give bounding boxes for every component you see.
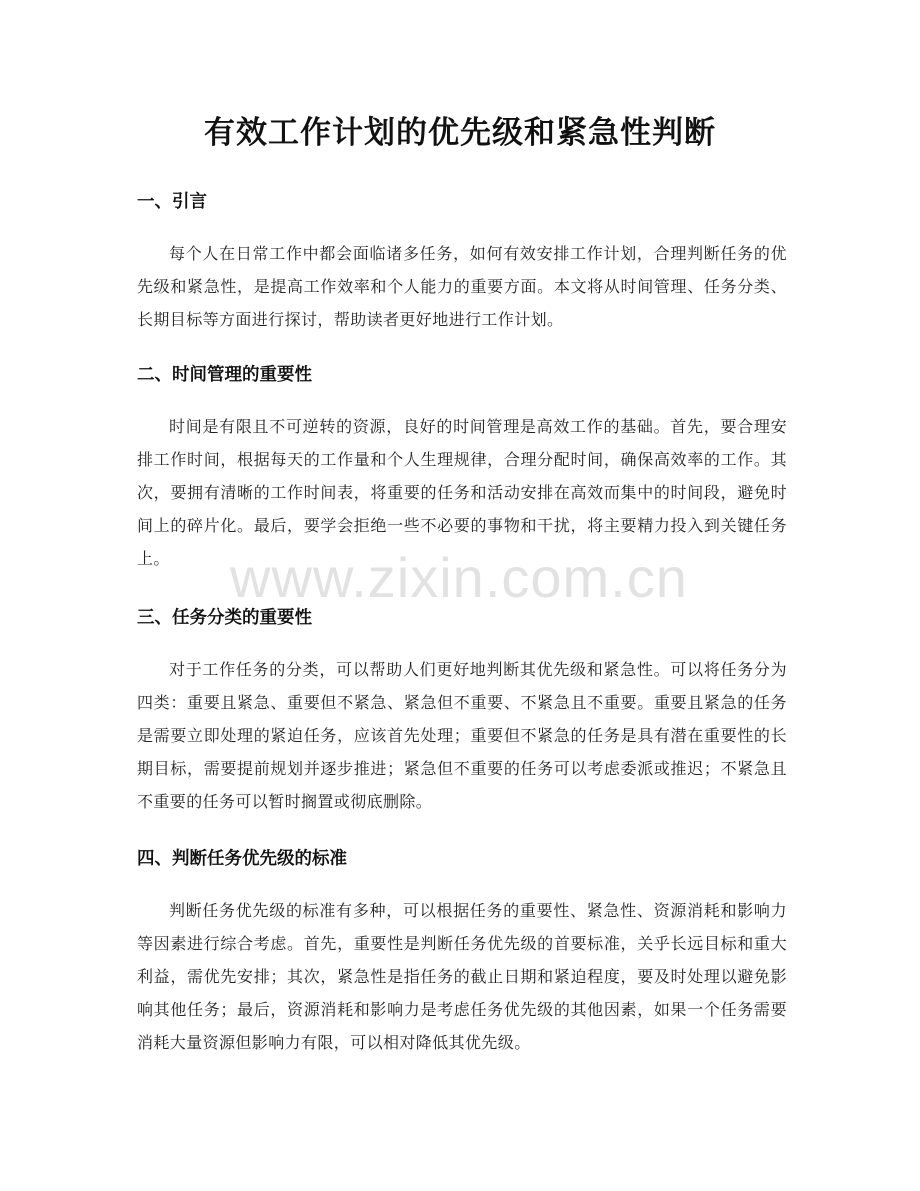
section-task-classification	[137, 606, 787, 818]
section-priority-criteria	[137, 847, 787, 1059]
section-paragraph: 对于工作任务的分类，可以帮助人们更好地判断其优先级和紧急性。可以将任务分为四类：重要且紧急、重要但不紧急、紧急但不重要、不紧急且不重要。重要且紧急的任务是需要立即处理的紧迫任务，应该首先处理；重要但不紧急的任务是具有潜在重要性的长期目标，需要提前规划并逐步推进；紧急但不重要的任务可以考虑委派或推迟；不紧急且不重要的任务可以暂时搁置或彻底删除。	[137, 660, 787, 811]
section-introduction	[137, 190, 787, 336]
section-paragraph: 判断任务优先级的标准有多种，可以根据任务的重要性、紧急性、资源消耗和影响力等因素进行综合考虑。首先，重要性是判断任务优先级的首要标准，关乎长远目标和重大利益，需优先安排；其次，紧急性是指任务的截止日期和紧迫程度，要及时处理以避免影响其他任务；最后，资源消耗和影响力是考虑任务优先级的其他因素，如果一个任务需要消耗大量资源但影响力有限，可以相对降低其优先级。	[137, 901, 787, 1052]
section-heading: 四、判断任务优先级的标准	[137, 849, 347, 869]
section-time-management	[137, 363, 787, 575]
section-heading: 一、引言	[137, 192, 207, 212]
document-title: 有效工作计划的优先级和紧急性判断	[204, 115, 716, 151]
section-heading: 二、时间管理的重要性	[137, 365, 312, 385]
section-heading: 三、任务分类的重要性	[137, 608, 312, 628]
watermark: www.zixin.com.cn	[230, 546, 688, 609]
section-paragraph: 时间是有限且不可逆转的资源，良好的时间管理是高效工作的基础。首先，要合理安排工作时间，根据每天的工作量和个人生理规律，合理分配时间，确保高效率的工作。其次，要拥有清晰的工作时间表，将重要的任务和活动安排在高效而集中的时间段，避免时间上的碎片化。最后，要学会拒绝一些不必要的事物和干扰，将主要精力投入到关键任务上。	[137, 417, 787, 568]
section-paragraph: 每个人在日常工作中都会面临诸多任务，如何有效安排工作计划，合理判断任务的优先级和紧急性，是提高工作效率和个人能力的重要方面。本文将从时间管理、任务分类、长期目标等方面进行探讨，帮助读者更好地进行工作计划。	[137, 244, 787, 329]
